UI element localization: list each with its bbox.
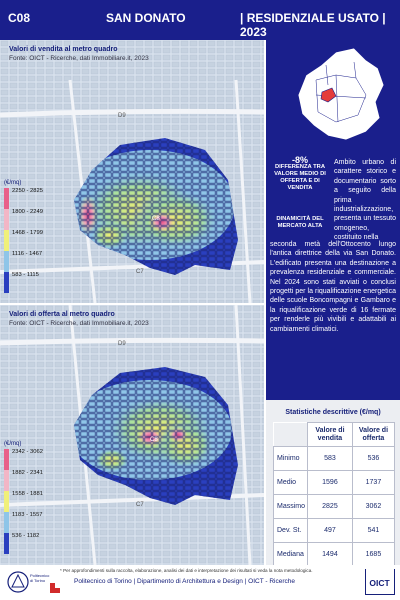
road-label-d9: D9 (118, 341, 126, 347)
stats-table (273, 422, 395, 567)
city-outline (266, 40, 400, 152)
methodology-footnote: * Per approfondimenti sulla raccolta, elaborazione, analisi dei dati e interpretazione dei risultati si veda la nota metodologica. (60, 568, 313, 573)
stats-corner (274, 423, 308, 447)
offer-legend-item: 536 - 1182 (4, 533, 70, 554)
offer-legend-item: 2342 - 3062 (4, 449, 70, 470)
sale-legend (4, 180, 70, 293)
offer-legend-item: 1183 - 1557 (4, 512, 70, 533)
sale-legend-item: 1468 - 1799 (4, 230, 70, 251)
offer-map-title: Valori di offerta al metro quadro (9, 311, 115, 318)
road-label-d9: D9 (118, 113, 126, 119)
footer-credits: Politecnico di Torino | Dipartimento di Architettura e Design | OICT - Ricerche (74, 578, 295, 585)
sale-map-title: Valori di vendita al metro quadro (9, 46, 118, 53)
stats-col-offer: Valore di offerta (352, 423, 394, 447)
politecnico-logo-icon (6, 569, 30, 595)
description-intro: Ambito urbano di carattere storico e documentario sorto a seguito della prima industrializzazione, presenta un tessuto omogeneo, costituito nella (334, 159, 396, 242)
offer-map-source: Fonte: OICT - Ricerche, dati Immobiliare.it, 2023 (9, 320, 149, 327)
sale-map-panel (0, 40, 264, 303)
offer-legend-item: 1558 - 1881 (4, 491, 70, 512)
table-row: Massimo 2825 3062 (274, 495, 395, 519)
offer-legend-unit: (€/mq) (4, 441, 22, 447)
zone-code: C08 (8, 11, 31, 25)
city-inset-map (266, 40, 400, 152)
table-row: Minimo 583 536 (274, 447, 395, 471)
road-label-c7: C7 (136, 502, 144, 508)
offer-map-panel (0, 305, 264, 565)
oict-logo (365, 569, 395, 595)
politecnico-logo-text: Politecnico di Torino (30, 573, 50, 583)
offer-legend-item: 1882 - 2341 (4, 470, 70, 491)
market-dynamism-label: DINAMICITÀ DEL MERCATO ALTA (276, 216, 324, 229)
stats-title: Statistiche descrittive (€/mq) (285, 409, 381, 416)
road-label-c7: C7 (136, 269, 144, 275)
price-difference-label: DIFFERENZA TRA VALORE MEDIO DI OFFERTA E DI VENDITA (274, 164, 326, 191)
offer-legend (4, 441, 70, 554)
sale-legend-item: 2250 - 2825 (4, 188, 70, 209)
oict-logo-text: OICT (369, 578, 390, 588)
district-name: SAN DONATO (106, 11, 186, 25)
page-header (0, 0, 400, 40)
zone-label-c8: C8 (150, 437, 158, 443)
sale-legend-item: 1800 - 2249 (4, 209, 70, 230)
sale-legend-unit: (€/mq) (4, 180, 22, 186)
zone-label-c8: C8 (152, 216, 160, 222)
sale-map-source: Fonte: OICT - Ricerche, dati Immobiliare.it, 2023 (9, 55, 149, 62)
page-footer (0, 565, 400, 600)
stats-header-row (274, 423, 395, 447)
stats-panel (266, 400, 400, 565)
dad-logo-icon (50, 583, 60, 593)
sale-legend-item: 1116 - 1467 (4, 251, 70, 272)
sale-legend-item: 583 - 1115 (4, 272, 70, 293)
category-label: | RESIDENZIALE USATO | 2023 (240, 11, 386, 39)
table-row: Medio 1596 1737 (274, 471, 395, 495)
table-row: Mediana 1494 1685 (274, 543, 395, 567)
description-main: seconda metà dell'Ottocento lungo l'antica direttrice della via San Donato. L'edificato presenta una destinazione a prevalenza residenziale e commerciale. Nel 2024 sono stati avviati o conclusi progetti per la riqualificazione energetica delle scuole Boncompagni e Gambaro e la riqualificazione verde di 16 fermate per renderle più vivibili e adattabili ai cambiamenti climatici. (270, 241, 396, 333)
stats-col-sale: Valore di vendita (308, 423, 353, 447)
description-column (266, 152, 400, 400)
price-difference-value: -8% (291, 155, 308, 165)
table-row: Dev. St. 497 541 (274, 519, 395, 543)
